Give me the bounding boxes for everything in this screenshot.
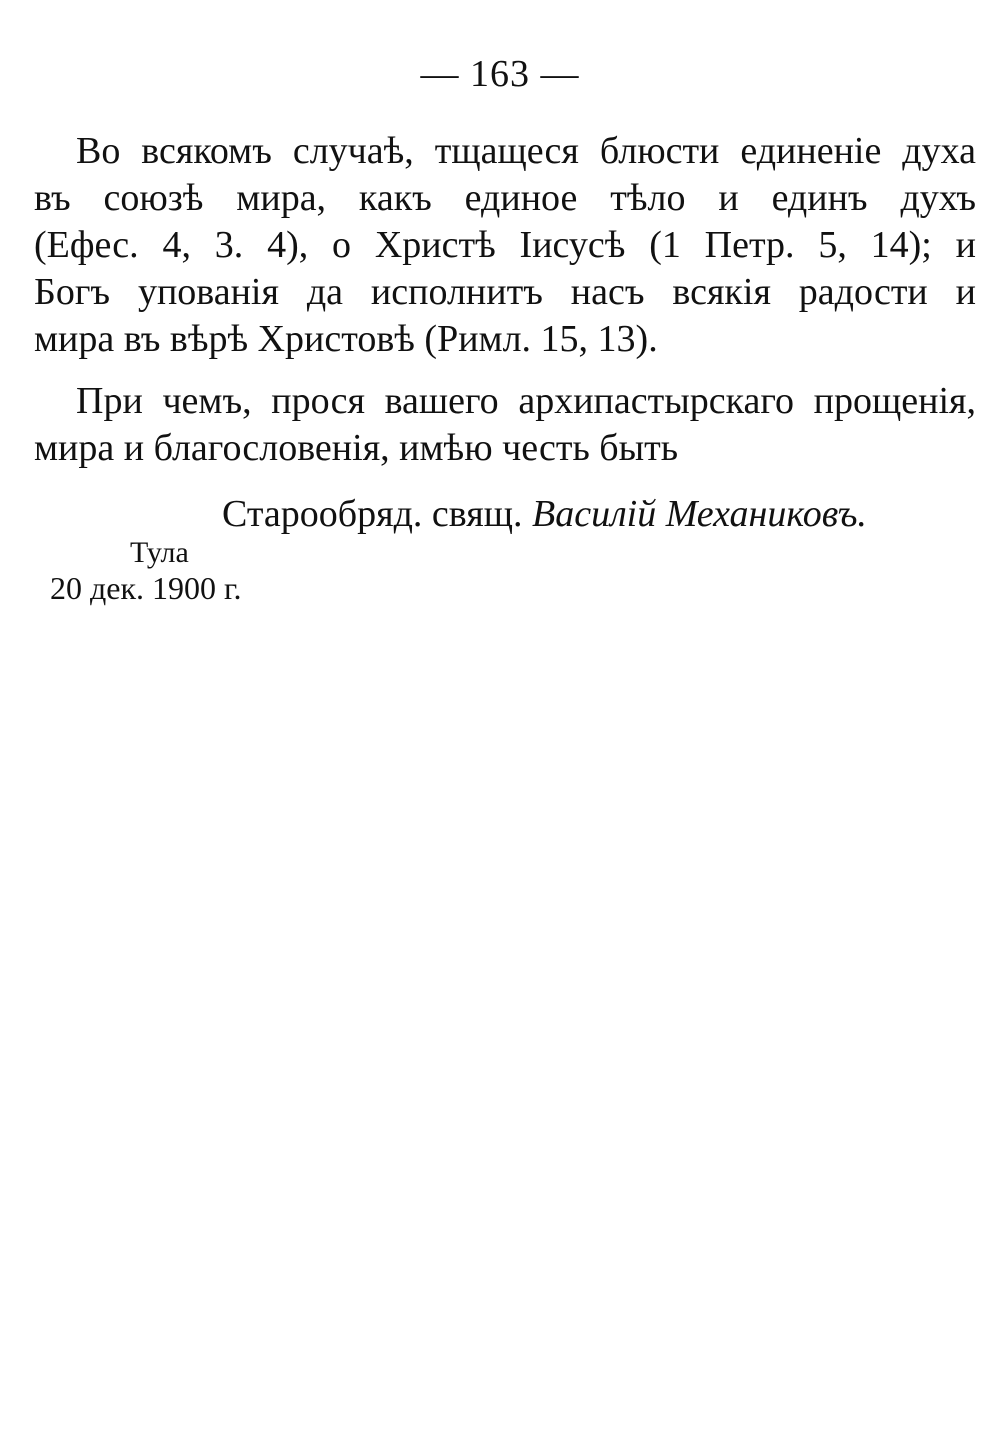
paragraph-line: При чемъ, прося вашего архипастырскаго прощенія, (76, 380, 976, 422)
paragraph-line: мира въ вѣрѣ Христовѣ (Римл. 15, 13). (34, 318, 658, 360)
place-of-writing: Тула (130, 536, 189, 569)
signature-title: Старообряд. свящ. (222, 493, 523, 535)
paragraph-line: въ союзѣ мира, какъ единое тѣло и единъ духъ (34, 177, 976, 219)
page-number: — 163 — (420, 53, 580, 95)
signature (222, 492, 867, 536)
paragraph-line: мира и благословенія, имѣю честь быть (34, 427, 679, 469)
paragraph-2-text (34, 378, 976, 472)
paragraph-line: (Ефес. 4, 3. 4), о Христѣ Іисусѣ (1 Петр. 5, 14); и (34, 224, 976, 266)
letter-date: 20 дек. 1900 г. (50, 570, 242, 606)
paragraph-1 (34, 128, 976, 363)
paragraph-1-text (34, 128, 976, 363)
paragraph-2 (34, 378, 976, 472)
signature-name: Василій Механиковъ. (531, 493, 867, 535)
paragraph-line: Богъ упованія да исполнитъ насъ всякія радости и (34, 271, 976, 313)
paragraph-line: Во всякомъ случаѣ, тщащеся блюсти единеніе духа (76, 130, 976, 172)
